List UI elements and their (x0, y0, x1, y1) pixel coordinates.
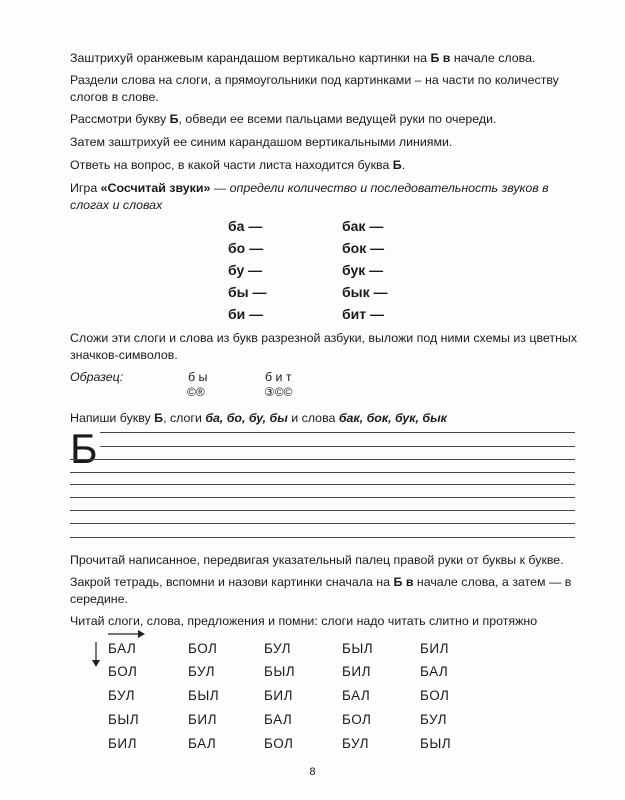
word-buk: бук — (342, 262, 384, 278)
compose-instruction: Сложи эти слоги и слова из букв разрезной азбуки, выложи под ними схемы из цветных значков-символов. (70, 331, 578, 362)
grid-cell: БОЛ (264, 736, 294, 751)
sample-label: Образец: (70, 370, 124, 384)
grid-cell: БИЛ (420, 641, 449, 656)
grid-cell: БИЛ (264, 688, 293, 703)
sample-word-symbols: ③©© (264, 385, 293, 399)
grid-cell: БУЛ (108, 688, 136, 703)
sample-syllable-symbols: ©® (187, 385, 205, 399)
syllable-bo: бо — (228, 240, 264, 256)
grid-cell: БУЛ (188, 664, 216, 679)
read-instruction-2: Закрой тетрадь, вспомни и назови картинки сначала на Б в начале слова, а затем — в середине. (70, 575, 572, 606)
instruction-5: Ответь на вопрос, в какой части листа находится буква Б. (70, 158, 406, 172)
big-letter-b: Б (70, 425, 98, 472)
grid-cell: БУЛ (342, 736, 370, 751)
instruction-6: Игра «Сосчитай звуки» — определи количество и последовательность звуков в слогах и словах (70, 181, 549, 212)
word-bok: бок — (342, 240, 385, 256)
grid-cell: БАЛ (420, 664, 449, 679)
grid-cell: БУЛ (420, 712, 448, 727)
instruction-2: Раздели слова на слоги, а прямоугольники под картинками – на части по количеству слогов в слове. (70, 73, 559, 104)
page-number: 8 (309, 766, 316, 778)
syllable-by: бы — (228, 284, 267, 300)
sample-syllable: б ы (188, 370, 208, 384)
instruction-3: Рассмотри букву Б, обведи ее всеми пальцами ведущей руки по очереди. (70, 112, 497, 126)
instruction-1: Заштрихуй оранжевым карандашом вертикально картинки на Б в начале слова. (70, 51, 536, 65)
word-bit: бит — (342, 306, 384, 322)
grid-cell: БЫЛ (264, 664, 296, 679)
instruction-4: Затем заштрихуй ее синим карандашом вертикальными линиями. (70, 135, 453, 149)
grid-cell: БИЛ (108, 736, 137, 751)
grid-cell: БИЛ (342, 664, 371, 679)
grid-cell: БОЛ (342, 712, 372, 727)
grid-cell: БЫЛ (420, 736, 452, 751)
grid-cell: БОЛ (420, 688, 450, 703)
read-instruction-3: Читай слоги, слова, предложения и помни: слоги надо читать слитно и протяжно (70, 614, 538, 628)
grid-cell: БУЛ (264, 641, 292, 656)
grid-cell: БАЛ (342, 688, 371, 703)
syllable-ba: ба — (228, 218, 263, 234)
grid-cell: БЫЛ (188, 688, 220, 703)
grid-cell: БАЛ (188, 736, 217, 751)
read-instruction-1: Прочитай написанное, передвигая указательный палец правой руки от буквы к букве. (70, 553, 564, 567)
word-byk: бык — (342, 284, 388, 300)
grid-cell: БОЛ (108, 664, 138, 679)
word-bak: бак — (342, 218, 384, 234)
write-instruction: Напиши букву Б, слоги ба, бо, бу, бы и слова бак, бок, бук, бык (70, 411, 447, 425)
grid-cell: БИЛ (188, 712, 217, 727)
sample-word: б и т (265, 370, 292, 384)
grid-cell: БОЛ (188, 641, 218, 656)
grid-cell: БЫЛ (342, 641, 374, 656)
syllable-bi: би — (228, 306, 264, 322)
syllable-bu: бу — (228, 262, 263, 278)
grid-cell: БАЛ (108, 641, 137, 656)
grid-cell: БЫЛ (108, 712, 140, 727)
grid-cell: БАЛ (264, 712, 293, 727)
